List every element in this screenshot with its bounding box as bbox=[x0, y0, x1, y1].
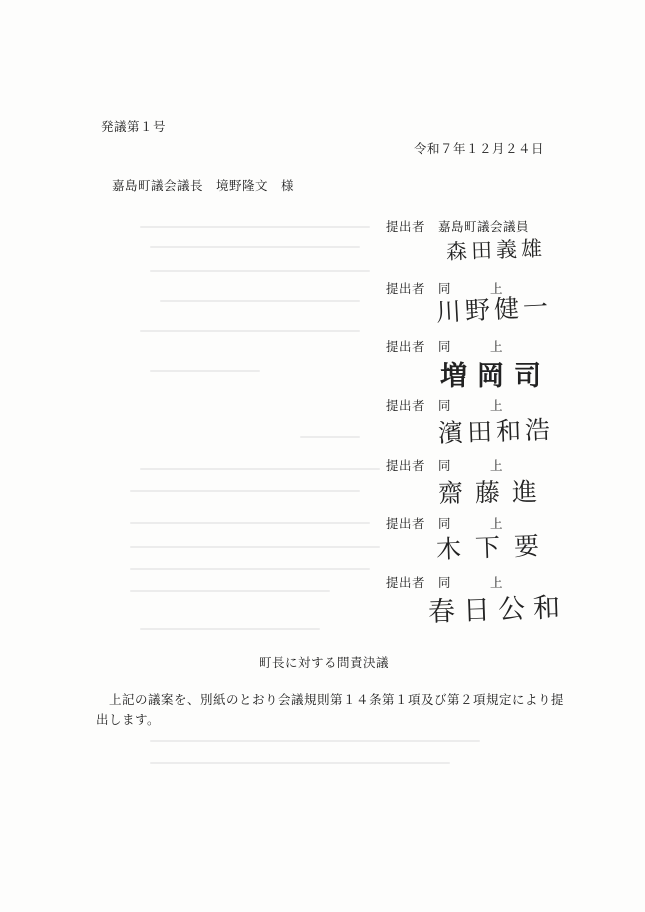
bleed-through-line bbox=[130, 590, 330, 592]
bleed-through-line bbox=[140, 330, 360, 332]
submitter-role: 嘉島町議会議員 bbox=[438, 219, 530, 234]
submitter-label: 提出者 bbox=[386, 398, 426, 413]
submitter-label: 提出者 bbox=[386, 219, 426, 234]
submitter-label: 提出者 bbox=[386, 339, 426, 354]
handwritten-signature: 川野健一 bbox=[435, 291, 553, 327]
handwritten-signature: 増岡司 bbox=[440, 361, 551, 392]
document-number: 発議第１号 bbox=[101, 119, 167, 134]
bleed-through-line bbox=[130, 490, 360, 492]
resolution-title: 町長に対する問責決議 bbox=[259, 655, 390, 670]
bleed-through-line bbox=[160, 300, 360, 302]
handwritten-signature: 春日公和 bbox=[427, 592, 569, 628]
handwritten-signature: 濱田和浩 bbox=[437, 414, 555, 448]
bleed-through-line bbox=[150, 762, 450, 764]
bleed-through-line bbox=[150, 370, 260, 372]
submitter-label: 提出者 bbox=[386, 281, 426, 296]
body-paragraph: 上記の議案を、別紙のとおり会議規則第１４条第１項及び第２項規定により提出します。 bbox=[96, 692, 565, 727]
addressee: 嘉島町議会議長 境野隆文 様 bbox=[112, 178, 295, 193]
bleed-through-line bbox=[140, 468, 380, 470]
bleed-through-line bbox=[140, 628, 320, 630]
bleed-through-line bbox=[140, 226, 370, 228]
handwritten-signature: 齋藤進 bbox=[437, 477, 550, 508]
submitter-role: 同 上 bbox=[438, 458, 504, 473]
bleed-through-line bbox=[150, 270, 370, 272]
bleed-through-line bbox=[130, 568, 370, 570]
submitter-label: 提出者 bbox=[386, 516, 426, 531]
submitter-role: 同 上 bbox=[438, 339, 504, 354]
bleed-through-line bbox=[150, 246, 360, 248]
submitter-role: 同 上 bbox=[438, 281, 504, 296]
handwritten-signature: 木下要 bbox=[435, 530, 554, 564]
submitter-label: 提出者 bbox=[386, 458, 426, 473]
handwritten-signature: 森田義雄 bbox=[445, 236, 547, 264]
submitter-role: 同 上 bbox=[438, 516, 504, 531]
document-date: 令和７年１２月２４日 bbox=[414, 141, 545, 156]
bleed-through-line bbox=[130, 546, 380, 548]
bleed-through-line bbox=[150, 740, 480, 742]
submitter-role: 同 上 bbox=[438, 398, 504, 413]
submitter-role: 同 上 bbox=[438, 575, 504, 590]
submitter-label: 提出者 bbox=[386, 575, 426, 590]
bleed-through-line bbox=[300, 436, 360, 438]
bleed-through-line bbox=[130, 522, 370, 524]
